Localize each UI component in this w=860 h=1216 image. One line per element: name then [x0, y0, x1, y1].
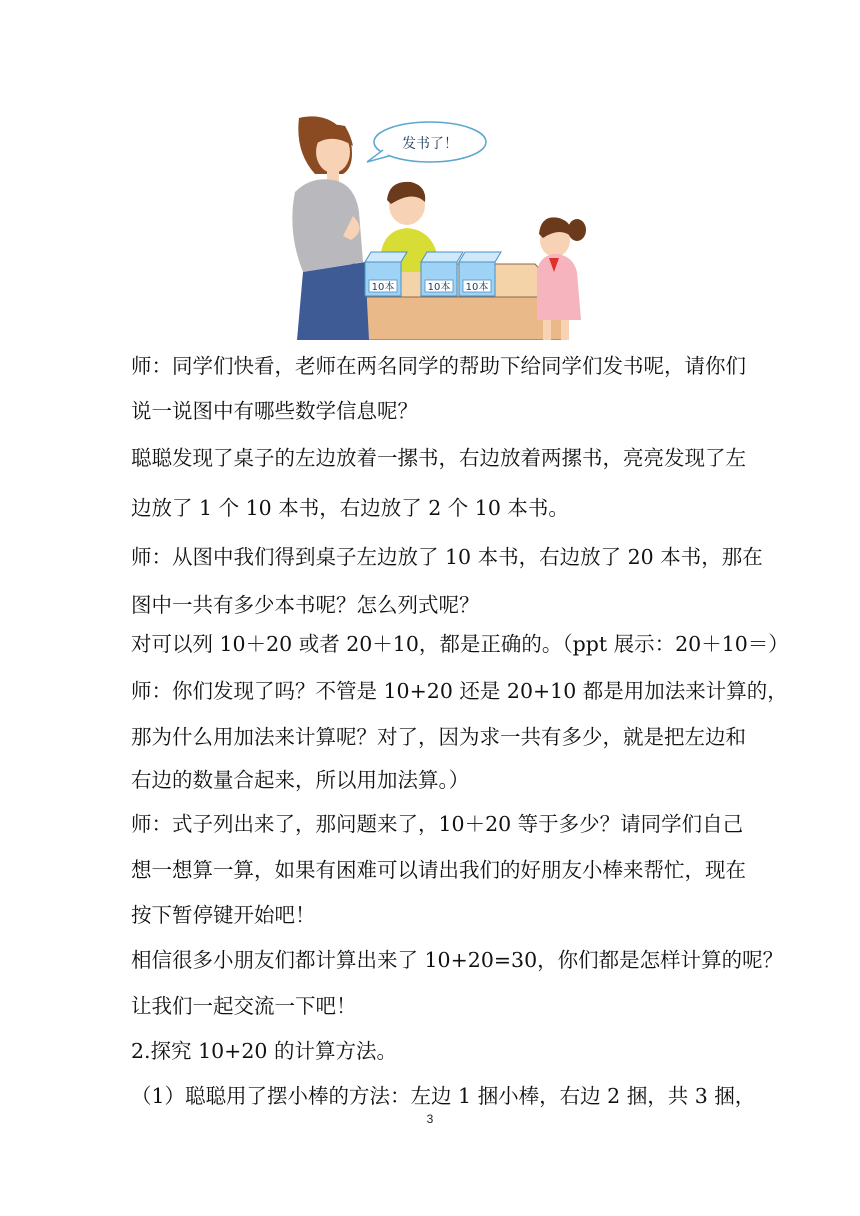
book-label: 10本 — [465, 282, 489, 293]
text-line: 想一想算一算，如果有困难可以请出我们的好朋友小棒来帮忙，现在 — [131, 858, 746, 882]
text-line: 那为什么用加法来计算呢？对了，因为求一共有多少，就是把左边和 — [131, 725, 746, 749]
text-line: 对可以列 10＋20 或者 20＋10，都是正确的。（ppt 展示：20＋10＝） — [131, 632, 789, 656]
teacher-figure — [292, 116, 369, 340]
text-line: 师：式子列出来了，那问题来了，10＋20 等于多少？请同学们自己 — [131, 812, 744, 836]
text-line: 师：从图中我们得到桌子左边放了 10 本书，右边放了 20 本书，那在 — [131, 545, 763, 569]
book-stack-left — [365, 252, 407, 296]
book-stack-right-2 — [459, 252, 501, 296]
text-line: 2.探究 10+20 的计算方法。 — [131, 1039, 397, 1063]
book-label: 10本 — [427, 282, 451, 293]
book-label: 10本 — [371, 282, 395, 293]
text-line: 聪聪发现了桌子的左边放着一摞书，右边放着两摞书，亮亮发现了左 — [131, 446, 746, 470]
page-number: 3 — [426, 1112, 434, 1126]
text-line: 按下暂停键开始吧！ — [131, 903, 316, 927]
text-line: 右边的数量合起来，所以用加法算。） — [131, 768, 470, 792]
speech-bubble — [367, 122, 486, 162]
text-line: 相信很多小朋友们都计算出来了 10+20=30，你们都是怎样计算的呢？ — [131, 948, 784, 972]
book-stack-right-1 — [421, 252, 463, 296]
text-line: 图中一共有多少本书呢？怎么列式呢？ — [131, 593, 480, 617]
text-line: 边放了 1 个 10 本书，右边放了 2 个 10 本书。 — [131, 496, 569, 520]
text-line: 师：你们发现了吗？不管是 10+20 还是 20+10 都是用加法来计算的， — [131, 679, 788, 703]
classroom-scene-image — [255, 112, 610, 340]
text-line: （1）聪聪用了摆小棒的方法：左边 1 捆小棒，右边 2 捆，共 3 捆， — [131, 1084, 756, 1108]
text-line: 说一说图中有哪些数学信息呢？ — [131, 399, 418, 423]
text-line: 师：同学们快看，老师在两名同学的帮助下给同学们发书呢，请你们 — [131, 354, 746, 378]
speech-bubble-text: 发书了！ — [402, 136, 458, 152]
illustration-handing-out-books — [255, 112, 610, 340]
text-line: 让我们一起交流一下吧！ — [131, 994, 357, 1018]
girl-figure — [537, 217, 586, 340]
